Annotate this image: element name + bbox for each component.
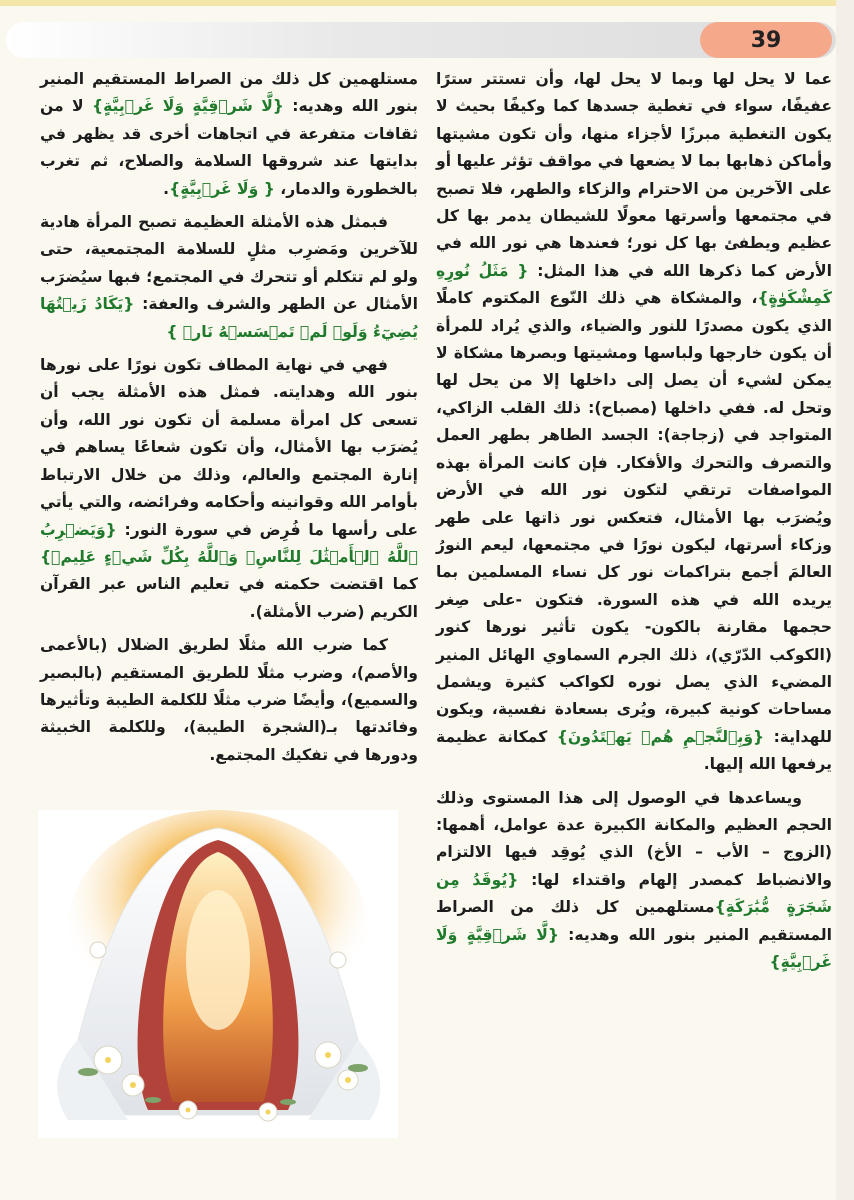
quran-verse: {يُوقَدُ مِن شَجَرَةٍ مُّبَٰرَكَةٍ} <box>436 870 832 917</box>
left-column <box>40 66 418 806</box>
body-text: ، والمشكاة هي ذلك النّوع المكتوم كاملًا الذي يكون مصدرًا للنور والضياء، والذي يُراد للمرأة أن يكون خارجها ولباسها ومشيتها وبصرها مشكاة لا يمكن لشيء أن يصل إلى داخلها إلا من يحل لها وتحل له. ففي داخلها (مصباح): ذلك القلب الزاكي، المتواجد في (زجاجة): الجسد الطاهر بطهر العمل والتصرف والتحرك والأفكار. فإن كانت المرأة بهذه المواصفات ترتقي لتكون نور الله في الأرض ويُضرَب بها الأمثال، فتعكس نور ذاتها على طهر وزكاء أسرتها، ليكون نورًا في مجتمعها، ليعم النورُ العالمَ أجمع بتراكمات نور كل نساء المسلمين بما يريده الله في هذه السورة. فتكون -على صِغر حجمها مقارنة بالكون- يكون تأثير نورها كنور (الكوكب الدّرّي)، ذلك الجرم السماوي الهائل المنير المضيء الذي يصل نوره لكواكب كثيرة ويشمل مساحات كونية كبيرة، ويُرى بسعادة نفسية، ويكون للهداية: <box>436 289 832 746</box>
body-text: مستلهمين كل ذلك من الصراط المستقيم المنير بنور الله وهديه: <box>40 70 418 116</box>
paragraph <box>40 632 418 769</box>
body-text: كمكانة عظيمة يرفعها الله إليها. <box>436 727 832 774</box>
paragraph <box>40 209 418 346</box>
body-text: كما ضرب الله مثلًا لطريق الضلال (بالأعمى والأصم)، وضرب مثلًا للطريق المستقيم (بالبصير والسميع)، وأيضًا ضرب مثلًا للكلمة الطيبة وتأثيرها وفائدتها بـ(الشجرة الطيبة)، وللكلمة الخبيثة ودورها في تفكيك المجتمع. <box>40 636 418 764</box>
page-edge <box>836 0 854 1200</box>
paragraph <box>40 66 418 203</box>
body-text: . <box>163 179 170 198</box>
illustration-icon <box>38 810 398 1138</box>
body-text: فبمثل هذه الأمثلة العظيمة تصبح المرأة هادية للآخرين ومَضرِب مثلٍ للسلامة المجتمعية، حتى ولو لم تتكلم أو تتحرك في المجتمع؛ فبها سيُضرَب الأمثال عن الطهر والشرف والعفة: <box>40 213 418 314</box>
right-column <box>436 66 832 1106</box>
quran-verse: {وَيَضۡرِبُ ٱللَّهُ ٱلۡأَمۡثَٰلَ لِلنَّاسِۗ وَٱللَّهُ بِكُلِّ شَيۡءٍ عَلِيمٞ} <box>40 520 418 566</box>
page-number-badge <box>700 22 832 58</box>
body-text: ويساعدها في الوصول إلى هذا المستوى وذلك الحجم العظيم والمكانة الكبيرة عدة عوامل، أهمها: (الزوج – الأب – الأخ) الذي يُوقِد فيها الالتزام والانضباط كمصدر إلهام واقتداء لها: <box>436 788 833 889</box>
quran-verse: {لَّا شَرۡقِيَّةٍ وَلَا غَرۡبِيَّةٍ} <box>91 97 284 116</box>
body-text: كما اقتضت حكمته في تعليم الناس عبر القرآن الكريم (ضرب الأمثلة). <box>40 575 418 621</box>
page-number: 39 <box>750 27 782 53</box>
body-text: عما لا يحل لها وبما لا يحل لها، وأن تستتر سترًا عفيفًا، سواء في تغطية جسدها كما وكيفًا بحيث لا يكون التغطية مبرزًا لأجزاء منها، وأن تكون مشيتها وأماكن ذهابها بما لا يضعها في مواقف تؤثر عليها أو على الآخرين من الاحترام والزكاء والطهر، فلا تصبح في مجتمعها وأسرتها معولًا للشيطان يدمر بها كل عظيم ويطفئ بها كل نور؛ فعندها هي نور الله في الأرض كما ذكرها الله في هذا المثل: <box>436 70 832 280</box>
quran-verse: {يَكَادُ زَيۡتُهَا يُضِيٓءُ وَلَوۡ لَمۡ تَمۡسَسۡهُ نَارٞ } <box>40 295 418 341</box>
body-text: مستلهمين كل ذلك من الصراط المستقيم المنير بنور الله وهديه: <box>436 898 832 944</box>
body-text: فهي في نهاية المطاف تكون نورًا على نورها بنور الله وهدايته. فمثل هذه الأمثلة يجب أن تسعى كل امرأة مسلمة أن تكون نور الله، وأن يُضرَب بها الأمثال، وأن تكون شعاعًا يساهم في إنارة المجتمع والعالم، وذلك من خلال الارتباط بأوامر الله وقوانينه وأحكامه وفرائضه، والتي يأتي على رأسها ما فُرِض في سورة النور: <box>40 356 418 539</box>
paragraph <box>436 66 832 779</box>
veiled-woman-illustration <box>38 810 398 1138</box>
paragraph <box>436 785 832 977</box>
top-stripe <box>0 0 854 6</box>
body-text: لا من ثقافات متفرعة في اتجاهات أخرى قد يظهر في بدايتها عند شروقها السلامة والصلاح، ثم تغرب بالخطورة والدمار، <box>40 97 418 198</box>
quran-verse: {لَّا شَرۡقِيَّةٍ وَلَا غَرۡبِيَّةٍ} <box>436 925 832 971</box>
paragraph <box>40 352 418 626</box>
quran-verse: {وَبِٱلنَّجۡمِ هُمۡ يَهۡتَدُونَ} <box>556 727 765 746</box>
quran-verse: { وَلَا غَرۡبِيَّةٍ} <box>169 179 275 198</box>
quran-verse: { مَثَلُ نُورِهِ كَمِشْكَوٰةٍ} <box>436 261 832 308</box>
